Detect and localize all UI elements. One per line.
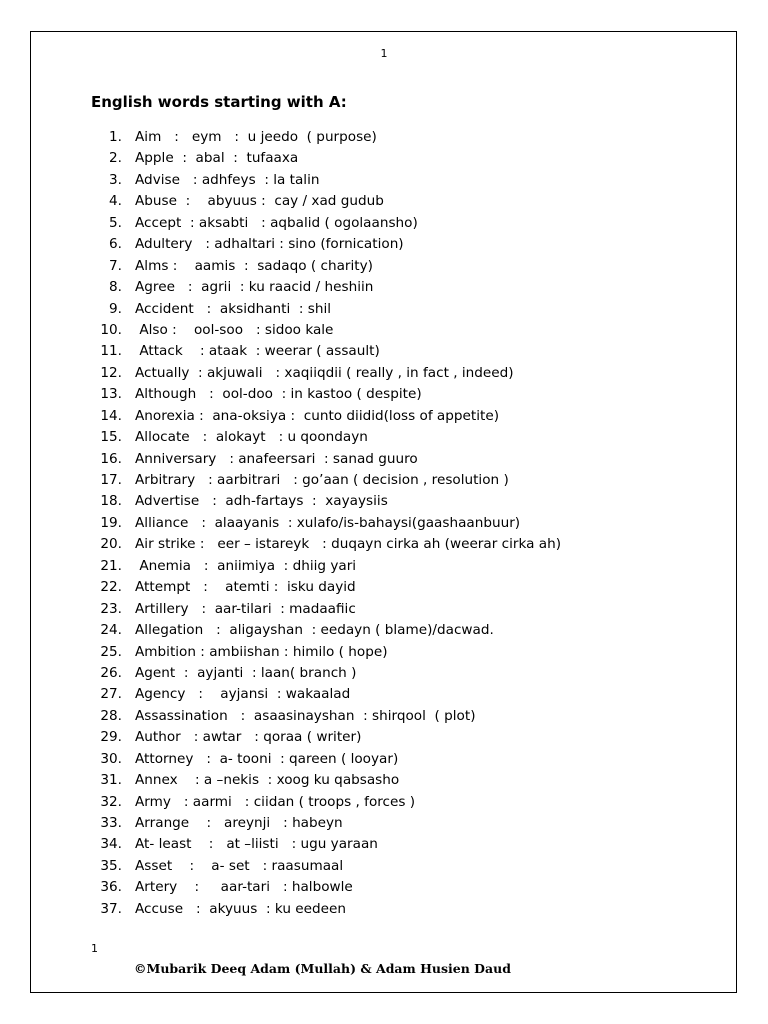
list-item	[92, 449, 418, 470]
item-number: 34.	[100, 836, 122, 853]
item-text: Army : aarmi : ciidan ( troops , forces )	[135, 793, 416, 810]
item-text: Allocate : alokayt : u qoondayn	[135, 429, 368, 446]
item-number: 10.	[100, 321, 122, 338]
item-text: Arbitrary : aarbitrari : go’aan ( decision , resolution )	[135, 472, 509, 488]
list-item	[92, 513, 521, 534]
list-item	[92, 341, 380, 362]
item-text: Allegation : aligayshan : eedayn ( blame)/dacwad.	[135, 622, 494, 639]
footnote-number: 1	[91, 942, 98, 955]
item-number: 31.	[100, 772, 122, 789]
item-number: 37.	[100, 900, 122, 917]
list-item	[92, 684, 351, 705]
item-text: Attorney : a- tooni : qareen ( looyar)	[135, 750, 399, 767]
item-text: Adultery : adhaltari : sino (fornication)	[135, 236, 404, 253]
item-text: Arrange : areynji : habeyn	[135, 815, 343, 831]
item-number: 18.	[100, 493, 122, 510]
item-number: 6.	[109, 236, 122, 253]
item-number: 21.	[100, 557, 122, 574]
list-item	[92, 599, 356, 620]
list-item	[92, 256, 373, 277]
item-text: Also : ool-soo : sidoo kale	[135, 321, 334, 338]
item-text: Author : awtar : qoraa ( writer)	[135, 729, 362, 746]
item-text: Advertise : adh-fartays : xayaysiis	[135, 493, 388, 510]
item-number: 1.	[109, 129, 122, 145]
item-number: 8.	[109, 279, 122, 296]
item-text: At- least : at –liisti : ugu yaraan	[135, 836, 378, 853]
item-text: Agency : ayjansi : wakaalad	[135, 686, 351, 703]
item-text: Anniversary : anafeersari : sanad guuro	[135, 450, 418, 467]
list-item	[92, 406, 499, 427]
list-item	[92, 127, 377, 148]
item-text: Alms : aamis : sadaqo ( charity)	[135, 257, 373, 274]
item-text: Advise : adhfeys : la talin	[135, 171, 320, 188]
item-text: Ambition : ambiishan : himilo ( hope)	[135, 643, 388, 660]
item-number: 30.	[100, 750, 122, 767]
list-item	[92, 234, 404, 255]
item-text: Accident : aksidhanti : shil	[135, 300, 332, 317]
item-number: 22.	[100, 579, 122, 596]
item-number: 5.	[109, 214, 122, 231]
item-number: 2.	[109, 150, 122, 167]
list-item	[92, 663, 357, 684]
item-number: 33.	[100, 815, 122, 831]
section-heading: English words starting with A:	[91, 93, 347, 111]
item-number: 32.	[100, 793, 122, 810]
list-item	[92, 384, 422, 405]
item-number: 27.	[100, 686, 122, 703]
list-item	[92, 320, 334, 341]
list-item	[92, 191, 384, 212]
list-item	[92, 834, 378, 855]
list-item	[92, 556, 357, 577]
item-number: 19.	[100, 514, 122, 531]
item-text: Attack : ataak : weerar ( assault)	[135, 343, 380, 360]
item-number: 29.	[100, 729, 122, 746]
item-number: 36.	[100, 879, 122, 896]
item-text: Attempt : atemti : isku dayid	[135, 579, 356, 596]
copyright-notice: ©Mubarik Deeq Adam (Mullah) & Adam Husien Daud	[134, 961, 511, 976]
item-number: 9.	[109, 300, 122, 317]
word-list	[92, 127, 562, 920]
list-item	[92, 277, 374, 298]
list-item	[92, 148, 299, 169]
list-item	[92, 856, 344, 877]
item-number: 17.	[100, 472, 122, 488]
item-number: 28.	[100, 707, 122, 724]
item-text: Anorexia : ana-oksiya : cunto diidid(loss of appetite)	[135, 407, 499, 424]
item-number: 3.	[109, 171, 122, 188]
item-number: 26.	[100, 664, 122, 681]
item-number: 20.	[100, 536, 122, 553]
item-number: 4.	[109, 193, 122, 210]
item-text: Aim : eym : u jeedo ( purpose)	[135, 129, 377, 145]
item-number: 23.	[100, 600, 122, 617]
item-number: 24.	[100, 622, 122, 639]
list-item	[92, 470, 509, 491]
item-text: Anemia : aniimiya : dhiig yari	[135, 557, 357, 574]
list-item	[92, 534, 562, 555]
list-item	[92, 299, 332, 320]
list-item	[92, 363, 514, 384]
list-item	[92, 770, 400, 791]
item-number: 14.	[100, 407, 122, 424]
item-text: Although : ool-doo : in kastoo ( despite)	[135, 386, 422, 403]
list-item	[92, 899, 346, 920]
item-text: Artillery : aar-tilari : madaafiic	[135, 600, 356, 617]
item-number: 13.	[100, 386, 122, 403]
item-text: Accept : aksabti : aqbalid ( ogolaansho)	[135, 214, 418, 231]
list-item	[92, 491, 388, 512]
item-text: Accuse : akyuus : ku eedeen	[135, 900, 346, 917]
list-item	[92, 642, 388, 663]
list-item	[92, 213, 418, 234]
item-text: Abuse : abyuus : cay / xad gudub	[135, 193, 384, 210]
list-item	[92, 620, 494, 641]
list-item	[92, 877, 353, 898]
item-text: Agent : ayjanti : laan( branch )	[135, 664, 357, 681]
item-text: Air strike : eer – istareyk : duqayn cirka ah (weerar cirka ah)	[135, 536, 562, 553]
item-text: Assassination : asaasinayshan : shirqool ( plot)	[135, 707, 476, 724]
item-number: 25.	[100, 643, 122, 660]
item-text: Alliance : alaayanis : xulafo/is-bahaysi(gaashaanbuur)	[135, 514, 521, 531]
item-text: Actually : akjuwali : xaqiiqdii ( really , in fact , indeed)	[135, 364, 514, 381]
list-item	[92, 577, 356, 598]
list-item	[92, 170, 320, 191]
item-text: Agree : agrii : ku raacid / heshiin	[135, 279, 374, 296]
item-number: 15.	[100, 429, 122, 446]
item-number: 7.	[109, 257, 122, 274]
item-text: Annex : a –nekis : xoog ku qabsasho	[135, 772, 400, 789]
list-item	[92, 749, 399, 770]
item-number: 11.	[100, 343, 122, 360]
list-item	[92, 792, 416, 813]
item-text: Asset : a- set : raasumaal	[135, 857, 344, 874]
list-item	[92, 727, 362, 748]
page-number: 1	[380, 47, 388, 60]
list-item	[92, 813, 343, 834]
item-number: 35.	[100, 857, 122, 874]
list-item	[92, 706, 476, 727]
item-number: 16.	[100, 450, 122, 467]
item-number: 12.	[100, 364, 122, 381]
list-item	[92, 427, 368, 448]
item-text: Apple : abal : tufaaxa	[135, 150, 299, 167]
item-text: Artery : aar-tari : halbowle	[135, 879, 353, 896]
